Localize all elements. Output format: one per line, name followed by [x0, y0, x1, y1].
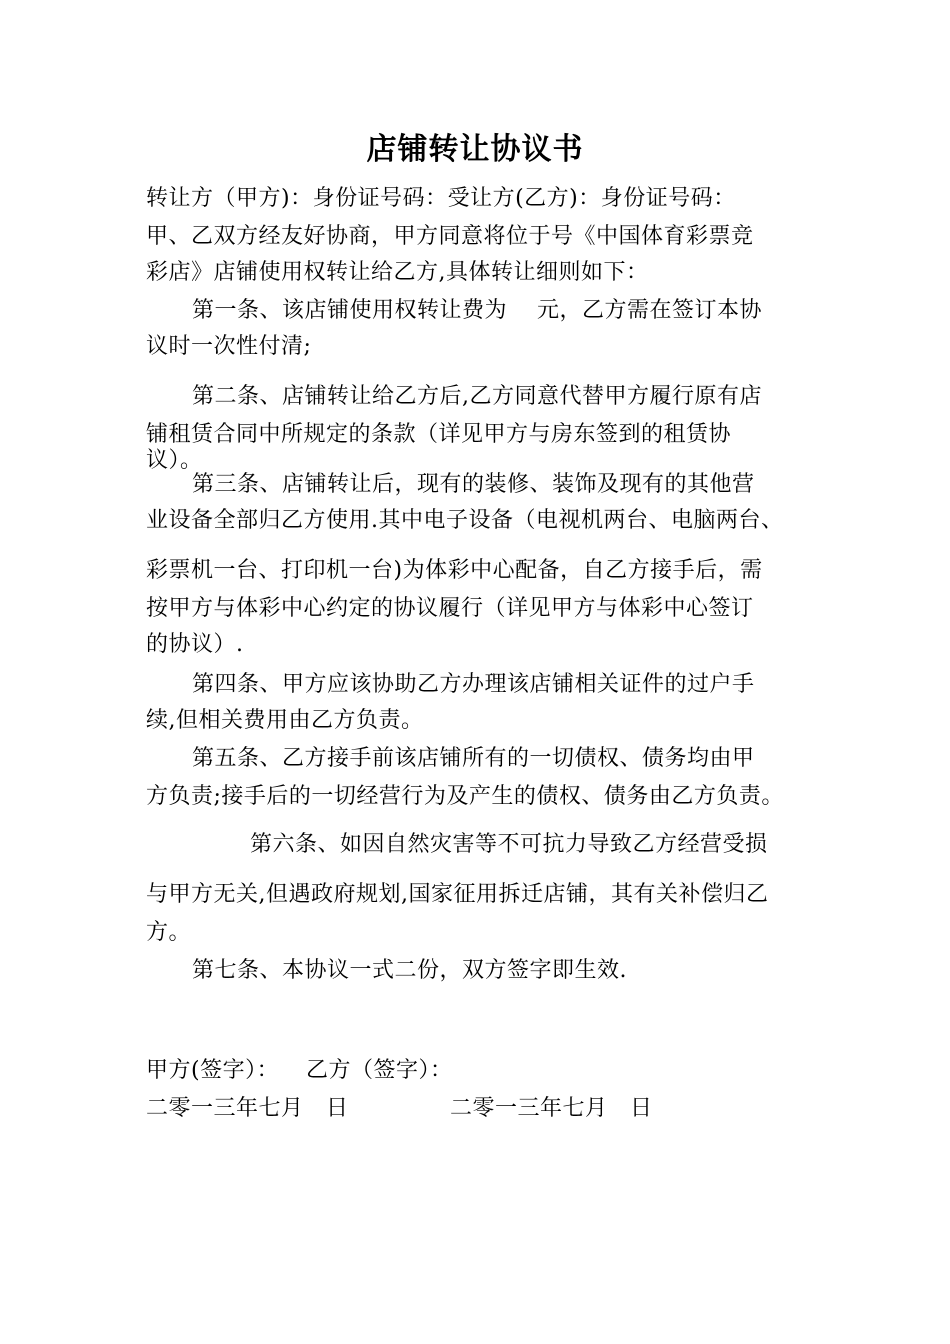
article1-line-2: 议时一次性付清; [146, 334, 312, 359]
intro-line-2: 彩店》店铺使用权转让给乙方,具体转让细则如下： [146, 260, 649, 285]
article5-line-1: 第五条、乙方接手前该店铺所有的一切债权、债务均由甲 [192, 746, 755, 771]
article2-line-1: 第二条、店铺转让给乙方后,乙方同意代替甲方履行原有店 [192, 384, 762, 409]
party-b-date: 二零一三年七月 日 [450, 1096, 653, 1121]
article3-line-2: 业设备全部归乙方使用.其中电子设备（电视机两台、电脑两台、 [146, 508, 784, 533]
article4-line-2: 续,但相关费用由乙方负责。 [146, 708, 424, 733]
article3-line-5: 的协议）. [146, 632, 244, 657]
article3-line-4: 按甲方与体彩中心约定的协议履行（详见甲方与体彩中心签订 [146, 596, 754, 621]
party-a-signature: 甲方(签字）： [146, 1058, 280, 1083]
article2-line-2: 铺租赁合同中所规定的条款（详见甲方与房东签到的租赁协 [146, 422, 732, 447]
article6-line-3: 方。 [146, 920, 192, 945]
article6-line-2: 与甲方无关,但遇政府规划,国家征用拆迁店铺，其有关补偿归乙 [146, 882, 769, 907]
article2-line-3: 议）。 [146, 448, 203, 473]
parties-line: 转让方（甲方)：身份证号码：受让方(乙方)：身份证号码： [146, 186, 736, 211]
party-b-signature: 乙方（签字）： [306, 1058, 453, 1083]
article7-line-1: 第七条、本协议一式二份，双方签字即生效. [192, 958, 627, 983]
intro-line-1: 甲、乙双方经友好协商，甲方同意将位于号《中国体育彩票竞 [146, 224, 754, 249]
article6-line-1: 第六条、如因自然灾害等不可抗力导致乙方经营受损 [250, 832, 768, 857]
article3-line-1: 第三条、店铺转让后，现有的装修、装饰及现有的其他营 [192, 472, 755, 497]
article4-line-1: 第四条、甲方应该协助乙方办理该店铺相关证件的过户手 [192, 672, 755, 697]
party-a-date: 二零一三年七月 日 [146, 1096, 349, 1121]
document-title: 店铺转让协议书 [366, 132, 584, 167]
article5-line-2: 方负责;接手后的一切经营行为及产生的债权、债务由乙方负责。 [146, 784, 784, 809]
article1-line-1: 第一条、该店铺使用权转让费为 元，乙方需在签订本协 [192, 298, 762, 323]
article3-line-3: 彩票机一台、打印机一台)为体彩中心配备，自乙方接手后，需 [146, 558, 763, 583]
